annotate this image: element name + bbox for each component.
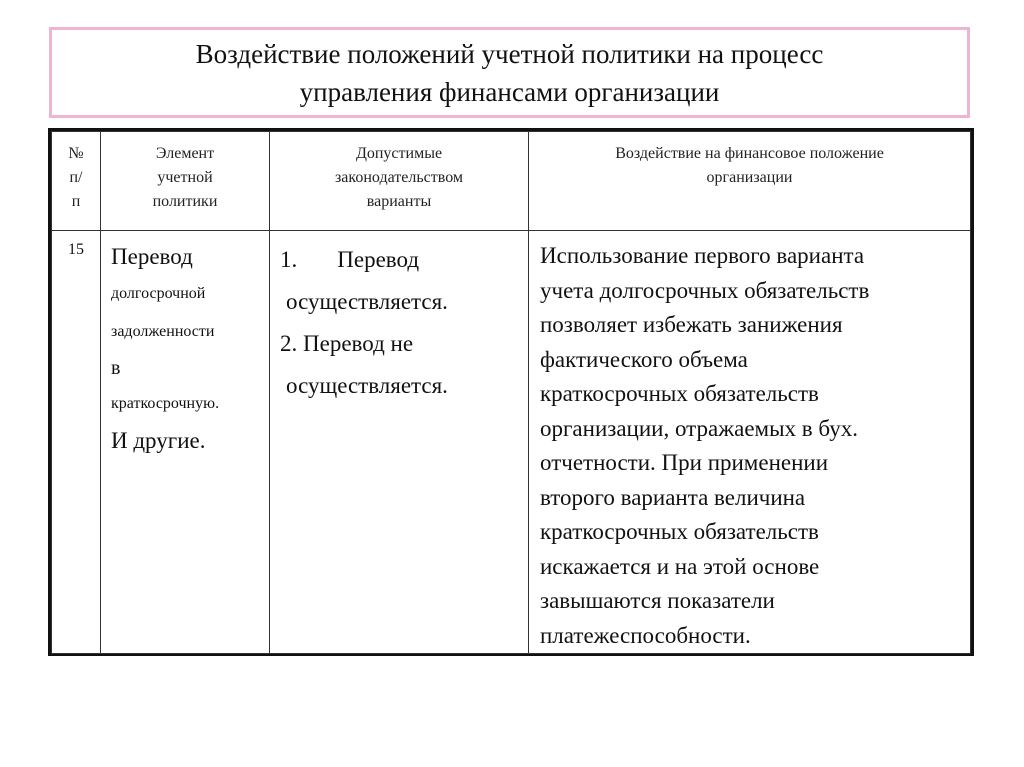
element-line: И другие. — [111, 428, 206, 453]
variant-1-line-1 — [280, 239, 522, 281]
variant-1-text: Перевод — [337, 247, 420, 272]
title-line-1: Воздействие положений учетной политики на процесс — [195, 38, 824, 69]
impact-line: искажается и на этой основе — [540, 553, 820, 579]
impact-line: краткосрочных обязательств — [540, 519, 819, 544]
variant-1-line-2: осуществляется. — [286, 289, 448, 314]
impact-line: Использование первого варианта — [540, 243, 865, 268]
header-variants-line: варианты — [366, 193, 432, 210]
header-element-line: политики — [152, 193, 218, 210]
impact-line: второго варианта величина — [540, 484, 806, 510]
slide-title — [196, 35, 824, 111]
table-header-row — [52, 132, 971, 231]
policy-element-cell — [101, 231, 270, 654]
header-impact-line: Воздействие на финансовое положение — [615, 145, 884, 162]
element-line: задолженности — [111, 323, 215, 340]
variant-1-number: 1. — [280, 247, 298, 272]
header-variants-line: Допустимые — [355, 145, 443, 162]
impact-line: фактического объема — [540, 346, 748, 372]
table-row — [52, 231, 971, 654]
header-num — [52, 132, 101, 231]
element-line: долгосрочной — [111, 285, 206, 302]
impact-line: отчетности. При применении — [540, 450, 829, 475]
impact-line: позволяет избежать занижения — [540, 312, 843, 337]
variant-2-line-2: осуществляется. — [286, 373, 448, 398]
header-element — [101, 132, 270, 231]
variant-2-line-1: 2. Перевод не — [280, 331, 414, 356]
element-line: краткосрочную. — [111, 395, 220, 412]
element-line: Перевод — [111, 244, 193, 269]
header-variants — [270, 132, 529, 231]
header-num-line: п/ — [69, 169, 83, 186]
impact-cell — [529, 231, 971, 654]
impact-line: платежеспособности. — [540, 622, 751, 648]
header-variants-line: законодательством — [334, 169, 464, 186]
impact-line: организации, отражаемых в бух. — [540, 415, 858, 441]
header-impact — [529, 132, 971, 231]
element-line: в — [111, 357, 121, 379]
impact-line: краткосрочных обязательств — [540, 381, 819, 406]
header-element-line: учетной — [157, 169, 213, 186]
header-impact-line: организации — [706, 169, 793, 186]
impact-line: завышаются показатели — [540, 588, 775, 613]
title-line-2: управления финансами организации — [299, 76, 720, 107]
row-number: 15 — [52, 231, 101, 654]
header-num-line: п — [71, 193, 81, 210]
header-element-line: Элемент — [155, 145, 215, 162]
impact-line: учета долгосрочных обязательств — [540, 277, 870, 303]
title-box — [49, 27, 970, 118]
header-num-line: № — [68, 145, 84, 162]
policy-table — [48, 128, 974, 656]
variants-cell — [270, 231, 529, 654]
